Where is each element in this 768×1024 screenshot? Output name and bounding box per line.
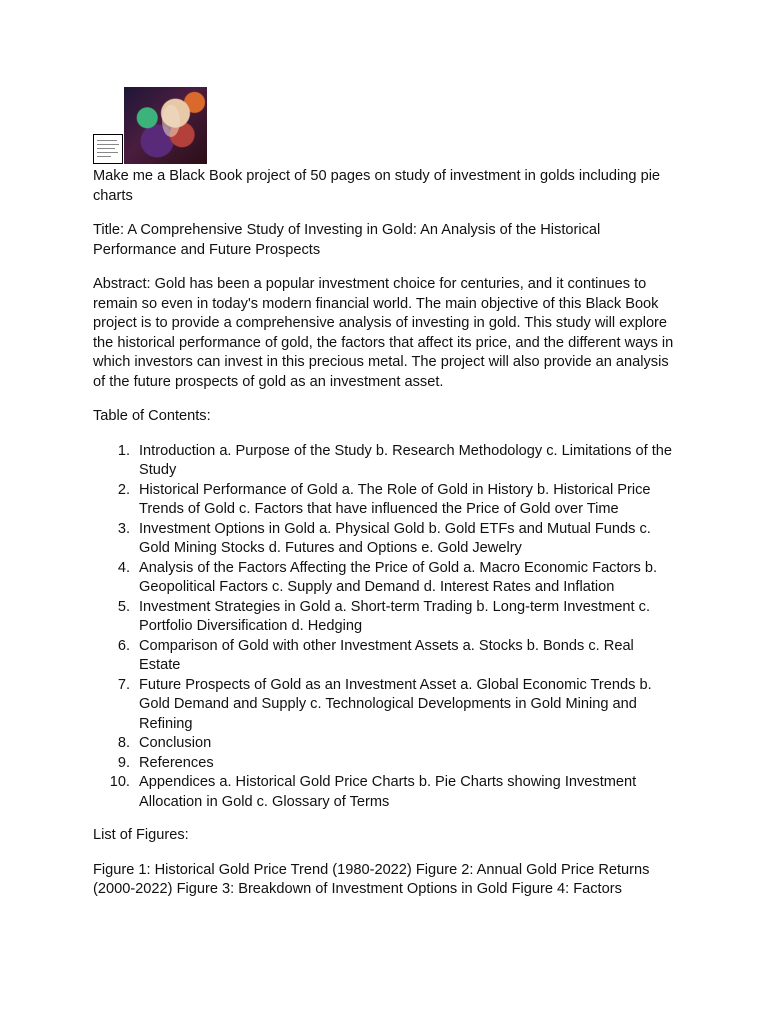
table-of-contents xyxy=(93,442,678,813)
abstract-paragraph: Abstract: Gold has been a popular investment choice for centuries, and it continues to remain so even in today's modern financial world. The main objective of this Black Book project is to provide a comprehensive analysis of investing in gold. This study will explore the historical performance of gold, the factors that affect its price, and the different ways in which investors can invest in this precious metal. The project will also provide an analysis of the future prospects of gold as an investment asset. xyxy=(93,276,674,390)
toc-item-text: Historical Performance of Gold a. The Role of Gold in History b. Historical Price Trends of Gold c. Factors that have influenced the Price of Gold over Time xyxy=(139,481,651,517)
toc-item-text: Conclusion xyxy=(139,735,212,751)
toc-heading: Table of Contents: xyxy=(93,408,211,424)
toc-item-number: 4. xyxy=(117,559,130,576)
toc-item xyxy=(93,598,678,637)
toc-item-number: 8. xyxy=(117,735,130,751)
toc-item xyxy=(93,676,678,735)
toc-item-text: Future Prospects of Gold as an Investment Asset a. Global Economic Trends b. Gold Demand and Supply c. Technological Developments in Gold Mining and Refining xyxy=(139,676,652,732)
toc-item-text: References xyxy=(139,754,214,771)
avatar-image xyxy=(124,87,207,164)
toc-item-text: Introduction a. Purpose of the Study b. Research Methodology c. Limitations of the Study xyxy=(139,442,672,478)
toc-item-number: 3. xyxy=(117,520,130,537)
toc-item-number: 6. xyxy=(117,637,130,654)
toc-item-text: Analysis of the Factors Affecting the Price of Gold a. Macro Economic Factors b. Geopolitical Factors c. Supply and Demand d. Interest Rates and Inflation xyxy=(139,559,658,595)
figures-heading: List of Figures: xyxy=(93,827,189,843)
toc-item-number: 2. xyxy=(117,481,130,498)
toc-item xyxy=(93,734,678,754)
toc-item-text: Investment Strategies in Gold a. Short-term Trading b. Long-term Investment c. Portfolio Diversification d. Hedging xyxy=(139,598,651,634)
document-title: Title: A Comprehensive Study of Investing in Gold: An Analysis of the Historical Performance and Future Prospects xyxy=(93,222,601,258)
toc-item-text: Investment Options in Gold a. Physical Gold b. Gold ETFs and Mutual Funds c. Gold Mining Stocks d. Futures and Options e. Gold Jewelry xyxy=(139,520,651,556)
toc-item-number: 9. xyxy=(117,754,130,771)
toc-item-text: Comparison of Gold with other Investment Assets a. Stocks b. Bonds c. Real Estate xyxy=(139,637,634,673)
user-prompt: Make me a Black Book project of 50 pages on study of investment in golds including pie charts xyxy=(93,168,661,204)
toc-item xyxy=(93,481,678,520)
figures-paragraph: Figure 1: Historical Gold Price Trend (1980-2022) Figure 2: Annual Gold Price Returns (2000-2022) Figure 3: Breakdown of Investment Options in Gold Figure 4: Factors xyxy=(93,861,650,897)
toc-item xyxy=(93,637,678,676)
user-avatar-area xyxy=(93,87,207,167)
toc-item xyxy=(93,754,678,774)
toc-item-number: 7. xyxy=(117,676,130,693)
toc-item-text: Appendices a. Historical Gold Price Charts b. Pie Charts showing Investment Allocation in Gold c. Glossary of Terms xyxy=(139,774,637,810)
toc-item xyxy=(93,520,678,559)
toc-item xyxy=(93,442,678,481)
toc-item-number: 10. xyxy=(109,774,130,790)
document-body xyxy=(93,167,678,915)
toc-item-number: 1. xyxy=(117,442,130,459)
document-thumbnail-icon[interactable] xyxy=(93,134,123,164)
toc-item-number: 5. xyxy=(117,598,130,615)
toc-item xyxy=(93,773,678,812)
toc-item xyxy=(93,559,678,598)
